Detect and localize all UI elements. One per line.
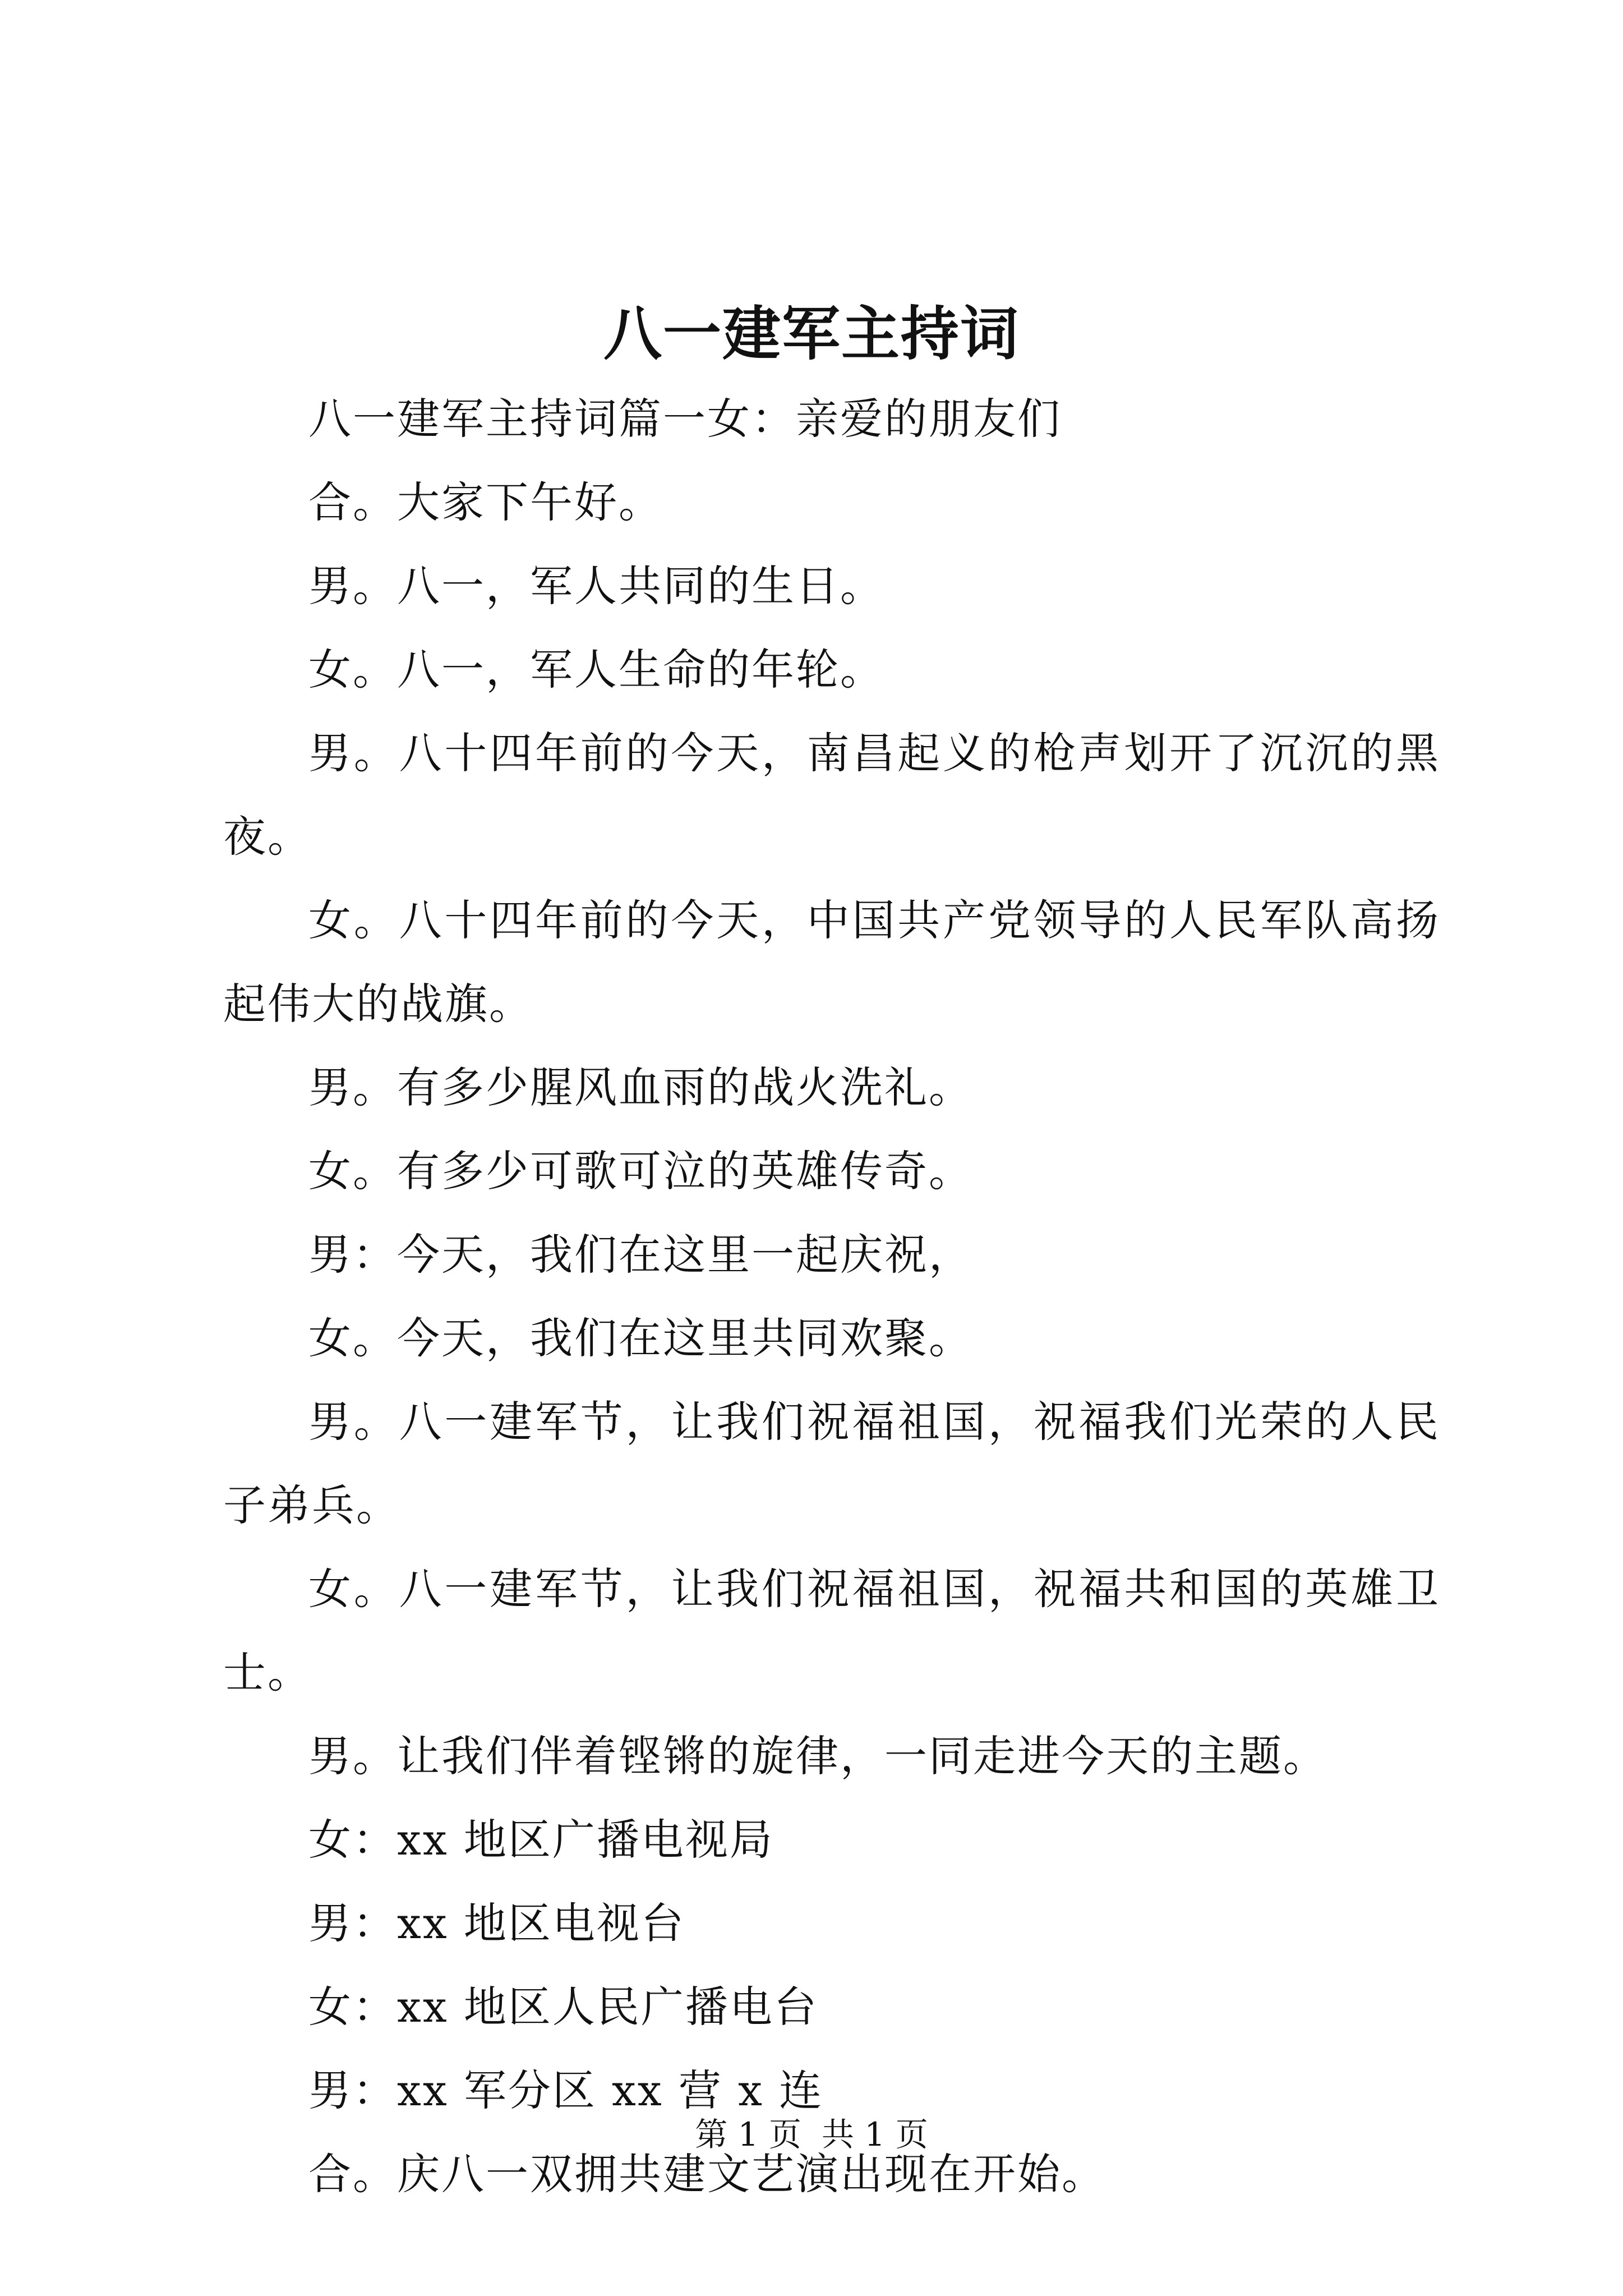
page-footer <box>0 2112 1623 2157</box>
paragraph: 女。八一，军人生命的年轮。 <box>308 645 884 694</box>
paragraph: 合。庆八一双拥共建文艺演出现在开始。 <box>308 2149 1106 2199</box>
paragraph: 男：xx 军分区 xx 营 x 连 <box>308 2065 824 2115</box>
paragraph: 女。有多少可歌可泣的英雄传奇。 <box>308 1146 973 1196</box>
paragraph: 女：xx 地区人民广播电台 <box>308 1982 818 2032</box>
paragraph: 男。让我们伴着铿锵的旋律，一同走进今天的主题。 <box>308 1731 1327 1781</box>
paragraph: 男。有多少腥风血雨的战火洗礼。 <box>308 1062 973 1112</box>
paragraph: 男。八一，军人共同的生日。 <box>308 561 884 611</box>
paragraph: 合。大家下午好。 <box>308 477 663 527</box>
paragraph: 男。八一建军节，让我们祝福祖国，祝福我们光荣的人民子弟兵。 <box>223 1397 1440 1530</box>
page-total: 共 1 页 <box>822 2115 928 2154</box>
paragraph: 女。今天，我们在这里共同欢聚。 <box>308 1313 973 1363</box>
paragraph: 男。八十四年前的今天，南昌起义的枪声划开了沉沉的黑夜。 <box>223 728 1440 862</box>
paragraph: 女：xx 地区广播电视局 <box>308 1815 774 1865</box>
page-number: 第 1 页 <box>695 2115 801 2154</box>
paragraph: 男：今天，我们在这里一起庆祝， <box>308 1230 973 1280</box>
paragraph: 女。八十四年前的今天，中国共产党领导的人民军队高扬起伟大的战旗。 <box>223 895 1440 1029</box>
paragraph: 男：xx 地区电视台 <box>308 1898 685 1948</box>
document-title: 八一建军主持词 <box>603 299 1020 368</box>
paragraph: 八一建军主持词篇一女：亲爱的朋友们 <box>308 394 1062 444</box>
document-body <box>223 377 1440 2216</box>
paragraph: 女。八一建军节，让我们祝福祖国，祝福共和国的英雄卫士。 <box>223 1564 1440 1697</box>
